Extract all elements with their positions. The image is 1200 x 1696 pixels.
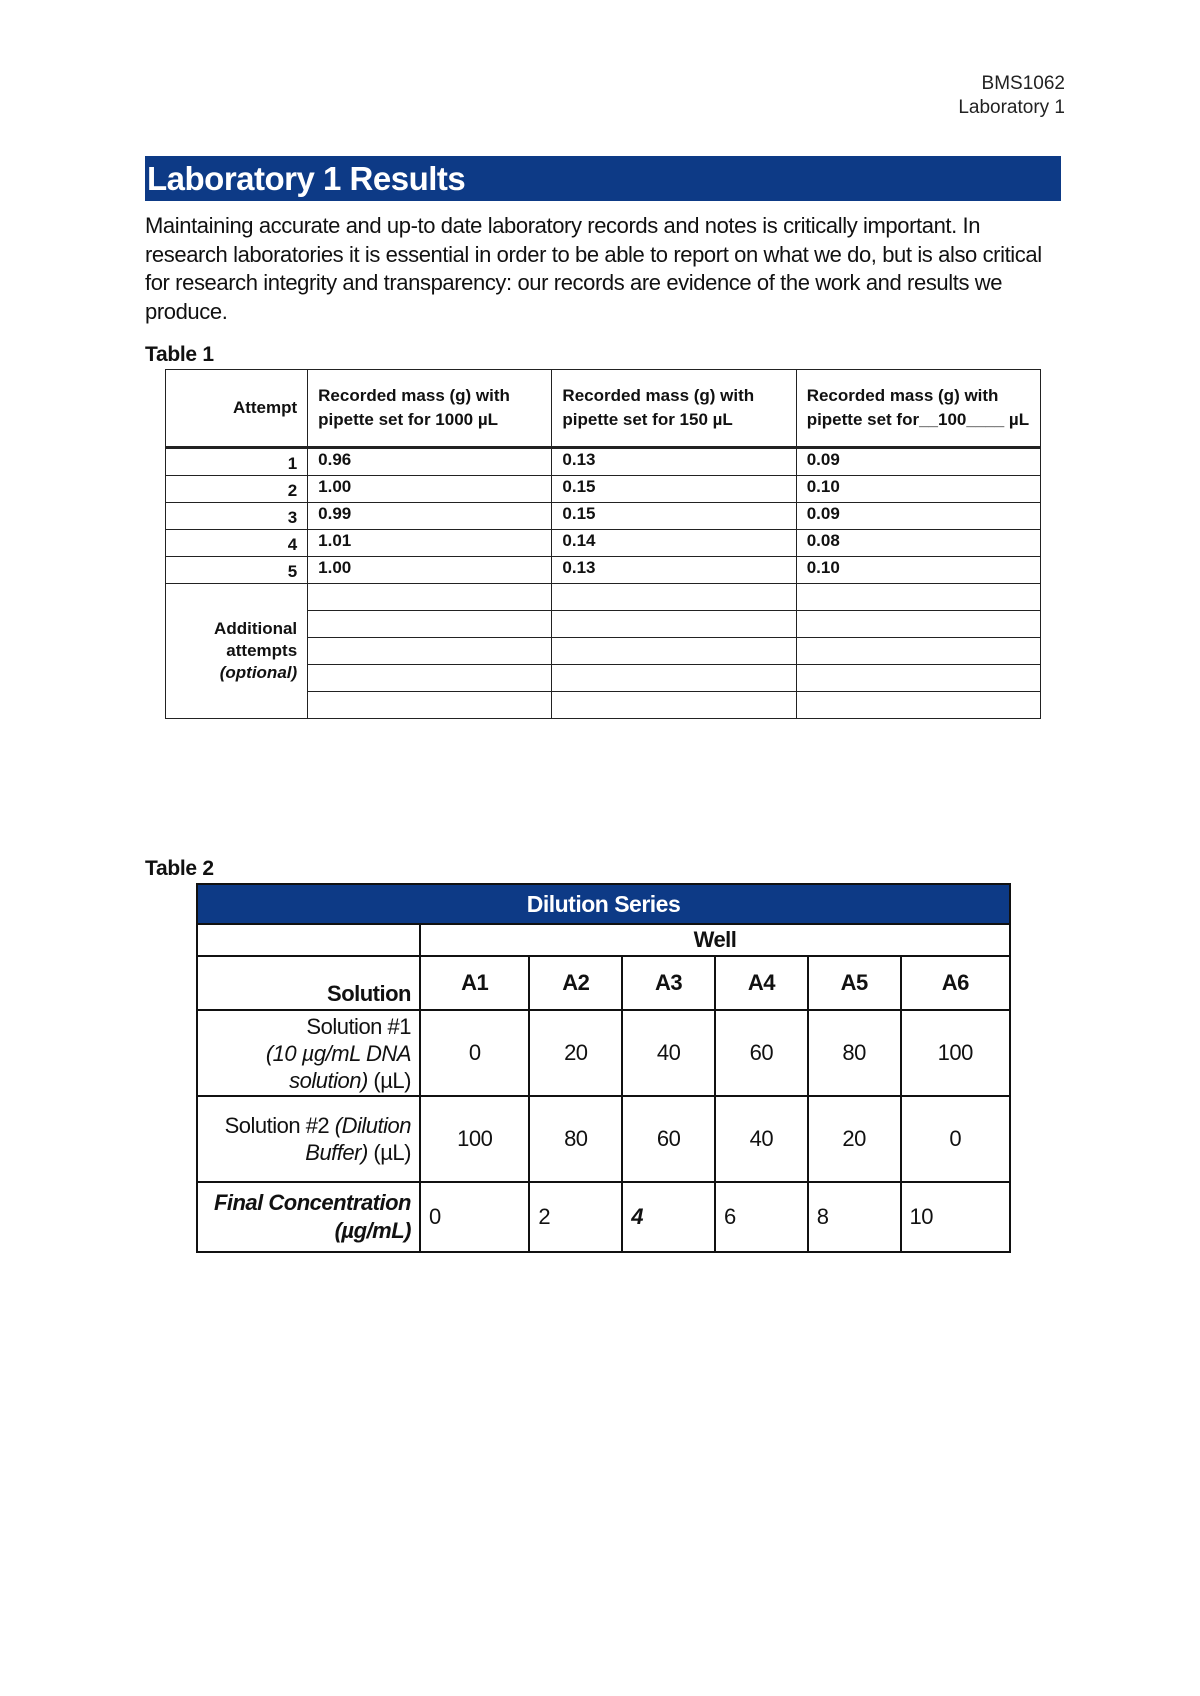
mass-150-cell[interactable]: 0.13 (552, 557, 796, 584)
solution1-name: Solution #1 (306, 1013, 411, 1039)
mass-150-cell[interactable]: 0.15 (552, 503, 796, 530)
solution1-unit: (µL) (373, 1067, 411, 1093)
empty-cell[interactable] (552, 638, 796, 665)
empty-cell (197, 924, 420, 956)
solution2-a5[interactable]: 20 (808, 1096, 901, 1182)
page-header (958, 72, 1065, 120)
mass-1000-cell[interactable]: 1.00 (308, 476, 552, 503)
final-concentration-unit: (µg/mL) (334, 1218, 411, 1243)
final-a2[interactable]: 2 (529, 1182, 622, 1252)
solution2-a1[interactable]: 100 (420, 1096, 529, 1182)
empty-cell[interactable] (552, 692, 796, 719)
attempt-number: 5 (166, 557, 308, 584)
solution2-a6[interactable]: 0 (901, 1096, 1010, 1182)
attempt-number: 1 (166, 448, 308, 476)
empty-cell[interactable] (308, 665, 552, 692)
solution2-name: Solution #2 (224, 1113, 330, 1138)
mass-1000-cell[interactable]: 1.01 (308, 530, 552, 557)
additional-attempt-row (166, 584, 1041, 611)
solution2-desc: (Dilution Buffer) (305, 1113, 411, 1165)
final-concentration-label (197, 1182, 420, 1252)
mass-custom-header: Recorded mass (g) with pipette set for__100____ µL (796, 370, 1040, 448)
solution-header: Solution (197, 956, 420, 1010)
additional-attempts-text: Additional attempts (214, 619, 298, 660)
final-a6[interactable]: 10 (901, 1182, 1010, 1252)
final-concentration-name: Final Concentration (213, 1190, 411, 1215)
attempt-number: 2 (166, 476, 308, 503)
table-row (166, 530, 1041, 557)
mass-custom-cell[interactable]: 0.09 (796, 448, 1040, 476)
solution1-a3[interactable]: 40 (622, 1010, 715, 1096)
well-header-row (197, 956, 1010, 1010)
table-row (166, 557, 1041, 584)
mass-150-cell[interactable]: 0.13 (552, 448, 796, 476)
empty-cell[interactable] (552, 611, 796, 638)
final-concentration-row (197, 1182, 1010, 1252)
well-a3-header: A3 (622, 956, 715, 1010)
well-a4-header: A4 (715, 956, 808, 1010)
well-label: Well (420, 924, 1010, 956)
empty-cell[interactable] (796, 638, 1040, 665)
optional-text: (optional) (219, 663, 298, 682)
course-code: BMS1062 (981, 73, 1065, 94)
solution2-a3[interactable]: 60 (622, 1096, 715, 1182)
mass-custom-cell[interactable]: 0.08 (796, 530, 1040, 557)
empty-cell[interactable] (796, 665, 1040, 692)
solution2-label (197, 1096, 420, 1182)
intro-paragraph: Maintaining accurate and up-to date laboratory records and notes is critically important. In research laboratories it is essential in order to be able to report on what we do, but is also critical for research integrity and transparency: our records are evidence of the work and results we produce. (145, 213, 1042, 324)
solution1-a2[interactable]: 20 (529, 1010, 622, 1096)
attempt-header: Attempt (166, 370, 308, 448)
additional-attempts-label (166, 584, 308, 719)
table-row (166, 476, 1041, 503)
final-a4[interactable]: 6 (715, 1182, 808, 1252)
empty-cell[interactable] (796, 611, 1040, 638)
dilution-series-banner: Dilution Series (197, 884, 1010, 924)
empty-cell[interactable] (308, 692, 552, 719)
lab-name: Laboratory 1 (958, 97, 1065, 118)
mass-1000-cell[interactable]: 0.99 (308, 503, 552, 530)
solution1-a6[interactable]: 100 (901, 1010, 1010, 1096)
solution2-unit: (µL) (373, 1140, 411, 1165)
solution2-a4[interactable]: 40 (715, 1096, 808, 1182)
empty-cell[interactable] (796, 584, 1040, 611)
table1-header-row (166, 370, 1041, 448)
well-row (197, 924, 1010, 956)
page-title: Laboratory 1 Results (145, 156, 1061, 201)
empty-cell[interactable] (308, 611, 552, 638)
final-a1[interactable]: 0 (420, 1182, 529, 1252)
table2-label: Table 2 (145, 857, 214, 880)
empty-cell[interactable] (796, 692, 1040, 719)
final-a5[interactable]: 8 (808, 1182, 901, 1252)
table1-pipette-masses (165, 369, 1041, 719)
mass-custom-cell[interactable]: 0.10 (796, 557, 1040, 584)
mass-1000-header: Recorded mass (g) with pipette set for 1000 µL (308, 370, 552, 448)
solution1-label (197, 1010, 420, 1096)
empty-cell[interactable] (308, 638, 552, 665)
mass-custom-cell[interactable]: 0.09 (796, 503, 1040, 530)
mass-150-cell[interactable]: 0.14 (552, 530, 796, 557)
table2-dilution-series (196, 883, 1011, 1253)
solution1-a4[interactable]: 60 (715, 1010, 808, 1096)
well-a2-header: A2 (529, 956, 622, 1010)
solution1-desc: (10 µg/mL DNA solution) (265, 1040, 411, 1093)
solution1-a1[interactable]: 0 (420, 1010, 529, 1096)
empty-cell[interactable] (552, 665, 796, 692)
solution2-row (197, 1096, 1010, 1182)
attempt-number: 3 (166, 503, 308, 530)
well-a5-header: A5 (808, 956, 901, 1010)
attempt-number: 4 (166, 530, 308, 557)
mass-150-header: Recorded mass (g) with pipette set for 150 µL (552, 370, 796, 448)
mass-1000-cell[interactable]: 0.96 (308, 448, 552, 476)
mass-150-cell[interactable]: 0.15 (552, 476, 796, 503)
solution1-a5[interactable]: 80 (808, 1010, 901, 1096)
final-a3[interactable]: 4 (622, 1182, 715, 1252)
solution1-row (197, 1010, 1010, 1096)
table1-label: Table 1 (145, 343, 214, 366)
mass-1000-cell[interactable]: 1.00 (308, 557, 552, 584)
well-a1-header: A1 (420, 956, 529, 1010)
mass-custom-cell[interactable]: 0.10 (796, 476, 1040, 503)
empty-cell[interactable] (552, 584, 796, 611)
table-row (166, 503, 1041, 530)
solution2-a2[interactable]: 80 (529, 1096, 622, 1182)
well-a6-header: A6 (901, 956, 1010, 1010)
table-row (166, 448, 1041, 476)
empty-cell[interactable] (308, 584, 552, 611)
